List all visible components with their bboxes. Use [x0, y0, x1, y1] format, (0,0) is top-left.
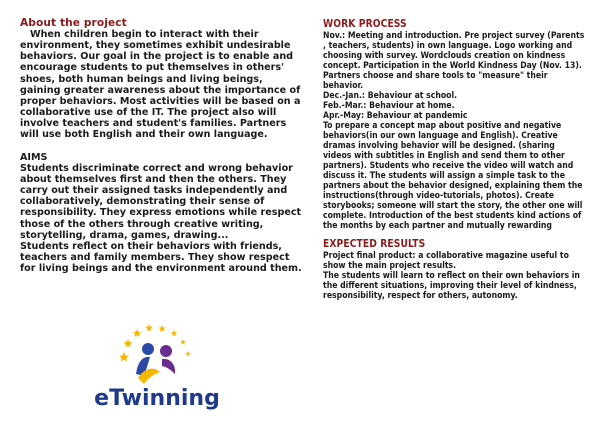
work-process-item: To prepare a concept map about positive and negative behaviors(in our own language and English). Creative dramas involving behavior will be designed. (sharing videos with subtitles in English and send them to other partners). Students who receive the video will watch and discuss it. The students will assign a simple task to the partners about the behavior designed, explaining them the instructions(through video-tutorials, photos). Create storybooks; someone will start the story, the other one will complete. Introduction of the best students kind actions of the months by each partner and mutually rewarding: [323, 120, 583, 232]
etwinning-logo: [78, 322, 236, 410]
aims-title: AIMS: [20, 151, 48, 163]
aims-text-2: Students reflect on their behaviors with friends, teachers and family members. They show respect for living beings and the environment around them.: [20, 240, 302, 275]
aims-text-1: Students discriminate correct and wrong behavior about themselves first and then the others. They carry out their assigned tasks independently and collaboratively, demonstrating their sense of responsibility. They express emotions while respect those of the others through creative writing, storytelling, drama, games, drawing...: [20, 162, 302, 241]
stars-arc: [119, 324, 191, 362]
about-title: About the project: [20, 17, 127, 29]
figures-icon: [136, 343, 175, 384]
work-process-item: Nov.: Meeting and introduction. Pre project survey (Parents , teachers, students) in own language. Logo working and choosing with survey. Wordclouds creation on kindness concept. Participation in the World Kindness Day (Nov. 13). Partners choose and share tools to "measure" their behavior.: [323, 30, 585, 91]
expected-results-title: EXPECTED RESULTS: [323, 239, 426, 251]
star-icon: [185, 351, 190, 356]
work-process-item: Feb.-Mar.: Behaviour at home.: [323, 100, 455, 111]
star-icon: [119, 352, 129, 362]
expected-results-text-2: The students will learn to reflect on their own behaviors in the different situations, improving their level of kindness, responsibility, respect for others, autonomy.: [323, 271, 580, 302]
etwinning-logo-graphic: [78, 322, 236, 410]
work-process-item: Apr.-May: Behaviour at pandemic: [323, 110, 468, 121]
star-icon: [124, 339, 133, 347]
work-process-title: WORK PROCESS: [323, 19, 407, 30]
logo-text: eTwinning: [94, 386, 220, 410]
star-icon: [180, 339, 186, 345]
star-icon: [171, 330, 177, 336]
left-column: [20, 17, 306, 274]
star-icon: [158, 325, 165, 332]
right-column: [323, 19, 585, 301]
about-text: When children begin to interact with their environment, they sometimes exhibit undesirable behaviors. Our goal in the project is to enable and encourage students to put themselves in others' shoes, both human beings and living beings, gaining greater awareness about the importance of proper behaviors. Most activities will be based on a collaborative use of the IT. The project also will involve teachers and student's families. Partners will use both English and their own language.: [20, 29, 301, 141]
star-icon: [145, 324, 153, 331]
work-process-item: Dec.-Jan.: Behaviour at school.: [323, 90, 458, 101]
star-icon: [133, 329, 141, 337]
expected-results-text-1: Project final product: a collaborative magazine useful to show the main project results.: [323, 250, 569, 271]
